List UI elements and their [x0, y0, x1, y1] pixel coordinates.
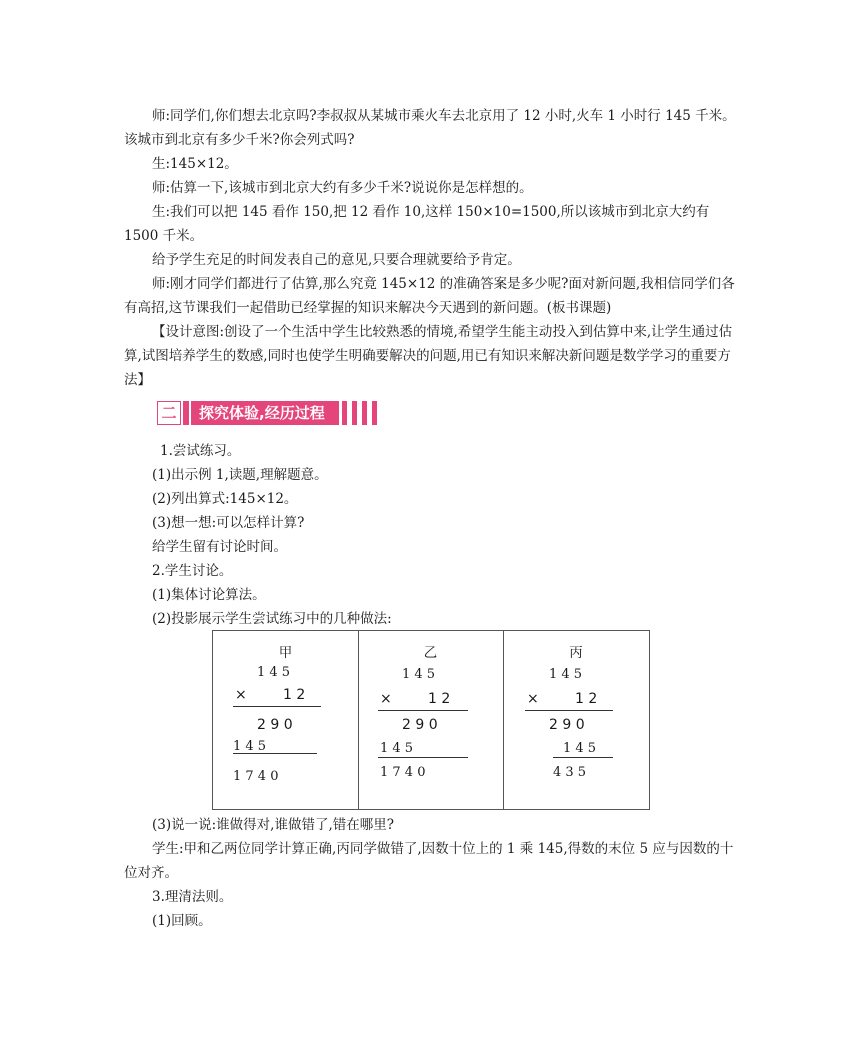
step-line: 3.理清法则。 — [152, 889, 233, 905]
times-sign: × — [380, 691, 392, 707]
rule-line — [378, 757, 468, 758]
step-line: 给学生留有讨论时间。 — [152, 539, 287, 555]
banner-stripe — [342, 401, 347, 425]
section-title: 探究体验,经历过程 — [191, 401, 339, 425]
paragraph-note: 给予学生充足的时间发表自己的意见,只要合理就要给予肯定。 — [152, 252, 521, 268]
multiplicand: 1 4 5 — [402, 667, 436, 682]
partial-product-2: 1 4 5 — [233, 739, 267, 754]
paragraph-student-estimate: 生:我们可以把 145 看作 150,把 12 看作 10,这样 150×10=1500,所以该城市到北京大约有 1500 千米。 — [124, 204, 710, 244]
step-line: (2)列出算式:145×12。 — [152, 491, 298, 507]
result: 1 7 4 0 — [380, 765, 426, 780]
banner-stripe — [352, 401, 357, 425]
step-line: 1.尝试练习。 — [160, 443, 241, 459]
question-line: (3)说一说:谁做得对,谁做错了,错在哪里? — [152, 817, 394, 833]
column-header: 丙 — [569, 645, 583, 661]
rule-line — [233, 753, 317, 754]
partial-product-1: 2 9 0 — [257, 717, 293, 733]
banner-stripe — [372, 401, 377, 425]
step-line: (2)投影展示学生尝试练习中的几种做法: — [152, 611, 392, 627]
multiplicand: 1 4 5 — [549, 667, 583, 682]
column-header: 乙 — [423, 645, 438, 661]
paragraph-teacher-question: 师:同学们,你们想去北京吗?李叔叔从某城市乘火车去北京用了 12 小时,火车 1 小时行 145 千米。该城市到北京有多少千米?你会列式吗? — [124, 108, 736, 148]
multiplier: 1 2 — [428, 691, 451, 707]
calculation-table — [212, 630, 650, 810]
paragraph-teacher-intro: 师:刚才同学们都进行了估算,那么究竟 145×12 的准确答案是多少呢?面对新问题,我相信同学们各有高招,这节课我们一起借助已经掌握的知识来解决今天遇到的新问题。(板书课题) — [124, 276, 735, 316]
paragraph-student-answer: 生:145×12。 — [152, 156, 238, 172]
multiplier: 1 2 — [283, 687, 306, 703]
result: 4 3 5 — [553, 765, 587, 780]
step-line: (3)想一想:可以怎样计算? — [152, 515, 305, 531]
step-line: 2.学生讨论。 — [152, 563, 233, 579]
rule-line — [525, 710, 613, 711]
result: 1 7 4 0 — [233, 769, 279, 784]
paragraph-design-intent: 【设计意图:创设了一个生活中学生比较熟悉的情境,希望学生能主动投入到估算中来,让学生通过估算,试图培养学生的数感,同时也使学生明确要解决的问题,用已有知识来解决新问题是数学学习的重要方法】 — [124, 324, 733, 388]
table-column-bing — [503, 631, 649, 809]
section-banner — [157, 401, 385, 425]
partial-product-1: 2 9 0 — [549, 717, 585, 733]
times-sign: × — [527, 691, 539, 707]
paragraph-student-explanation: 学生:甲和乙两位同学计算正确,丙同学做错了,因数十位上的 1 乘 145,得数的末位 5 应与因数的十位对齐。 — [124, 841, 734, 881]
step-line: (1)集体讨论算法。 — [152, 587, 266, 603]
banner-stripe — [362, 401, 367, 425]
partial-product-2: 1 4 5 — [380, 741, 414, 756]
table-column-yi — [358, 631, 504, 809]
step-line: (1)出示例 1,读题,理解题意。 — [152, 467, 328, 483]
partial-product-1: 2 9 0 — [402, 717, 438, 733]
times-sign: × — [235, 687, 247, 703]
partial-product-2: 1 4 5 — [563, 741, 597, 756]
section-number-box — [157, 401, 181, 425]
rule-line — [553, 757, 613, 758]
rule-line — [378, 710, 468, 711]
paragraph-teacher-estimate: 师:估算一下,该城市到北京大约有多少千米?说说你是怎样想的。 — [152, 180, 533, 196]
banner-bar — [183, 401, 189, 425]
multiplicand: 1 4 5 — [257, 665, 291, 680]
table-column-jia — [213, 631, 359, 809]
multiplier: 1 2 — [575, 691, 598, 707]
column-header: 甲 — [278, 645, 293, 661]
section-number: 二 — [161, 404, 177, 422]
step-line: (1)回顾。 — [152, 913, 212, 929]
rule-line — [233, 706, 321, 707]
